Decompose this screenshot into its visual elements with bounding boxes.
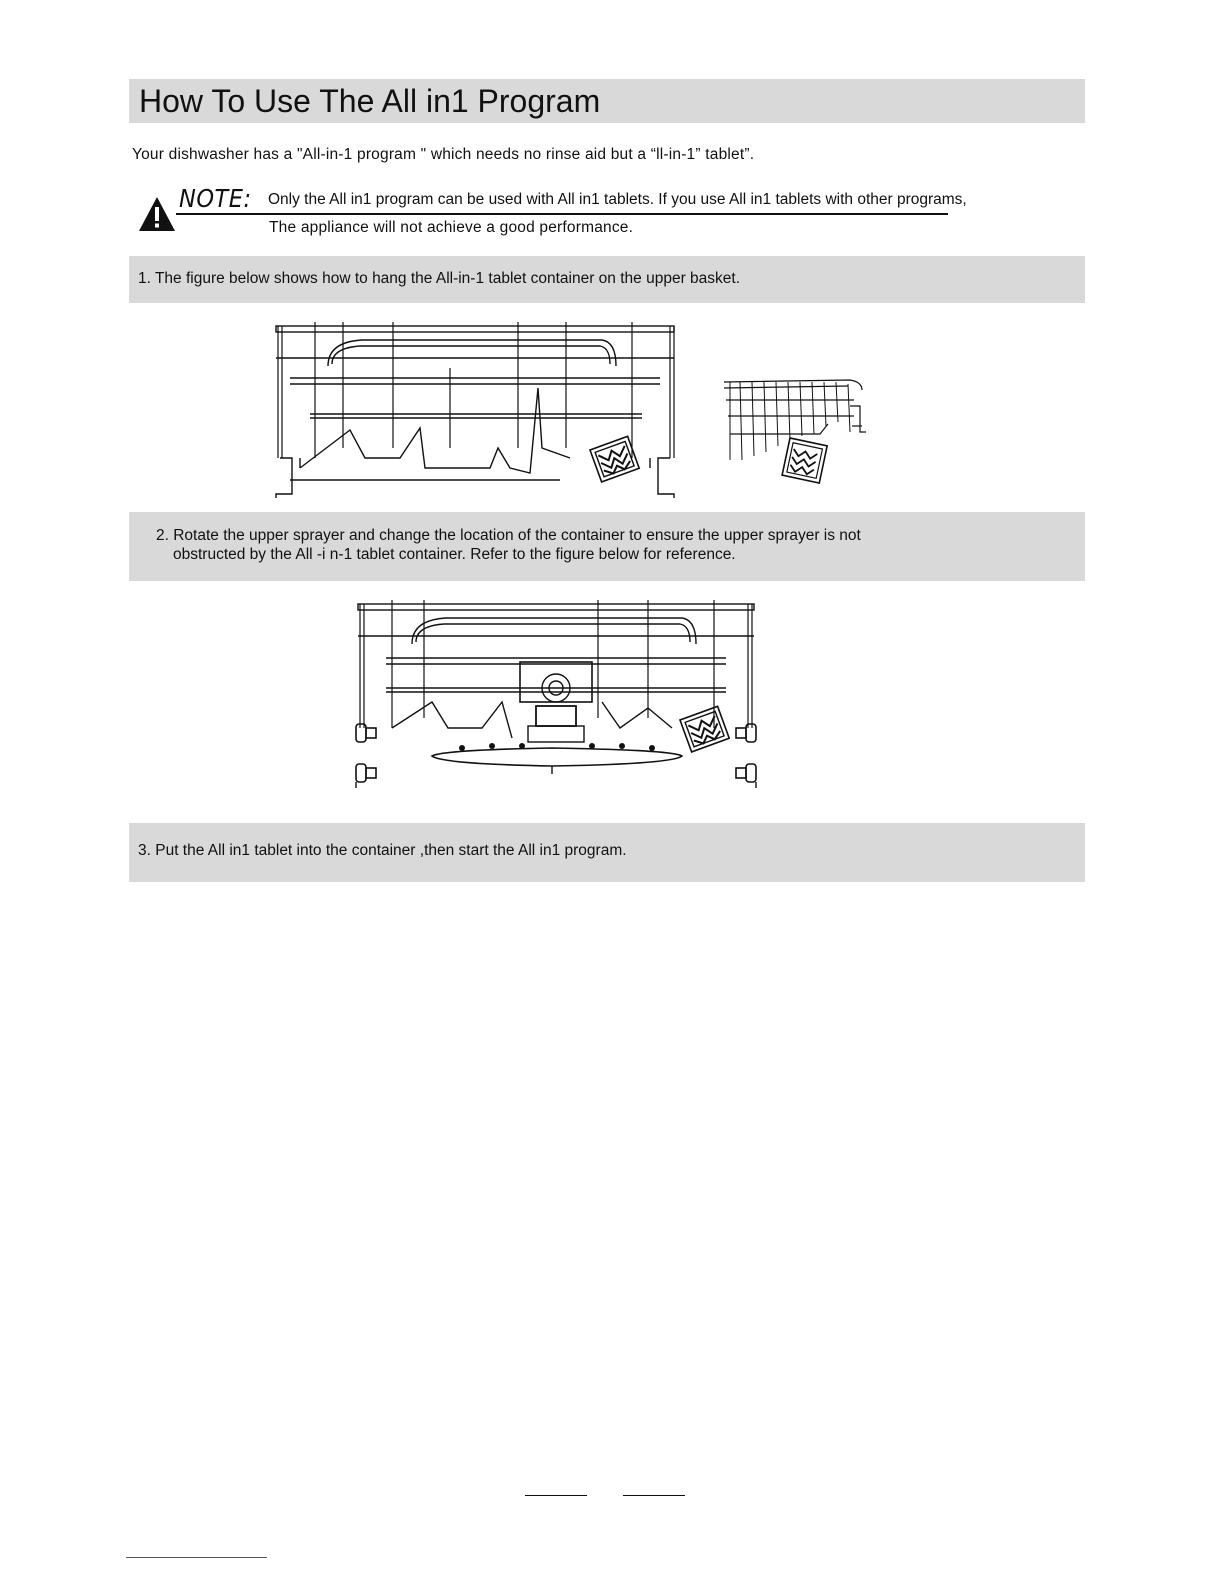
step1-band (129, 256, 1085, 303)
step2-text-line2: obstructed by the All -i n-1 tablet container. Refer to the figure below for reference. (173, 546, 736, 563)
note-text-line1: Only the All in1 program can be used with All in1 tablets. If you use All in1 tablets with other programs, (268, 191, 967, 208)
page-title: How To Use The All in1 Program (139, 83, 601, 119)
warning-triangle-icon (138, 196, 176, 232)
step2-text-line1: 2. Rotate the upper sprayer and change the location of the container to ensure the upper sprayer is not (156, 527, 861, 544)
note-underline (176, 213, 948, 215)
step2-band (129, 512, 1085, 581)
footer-link-underline (126, 1557, 267, 1558)
step2-text (156, 526, 861, 564)
step1-text: 1. The figure below shows how to hang the All-in-1 tablet container on the upper basket. (138, 270, 741, 287)
step3-band (129, 823, 1085, 882)
note-text-line2: The appliance will not achieve a good performance. (269, 219, 634, 236)
page-title-band (129, 79, 1085, 123)
note-label: NOTE: (179, 184, 252, 213)
basket-with-sprayer-illustration (352, 598, 760, 792)
intro-text: Your dishwasher has a "All-in-1 program " which needs no rinse aid but a “ll-in-1” tablet”. (132, 146, 755, 163)
page-number-rule-right (623, 1495, 685, 1496)
basket-side-illustration (720, 376, 870, 490)
page-number-rule-left (525, 1495, 587, 1496)
upper-basket-front-illustration (270, 318, 680, 504)
step3-text: 3. Put the All in1 tablet into the container ,then start the All in1 program. (138, 842, 627, 859)
